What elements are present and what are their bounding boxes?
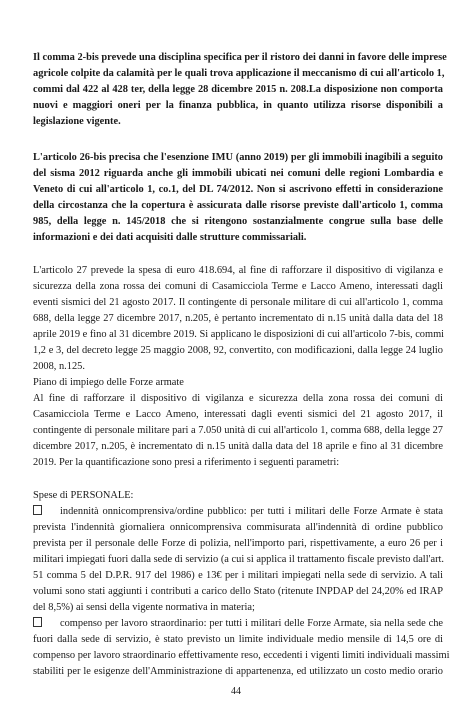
text-line: 51 comma 5 del D.P.R. 917 del 1986) e 13€ per i militari impiegati nella sede di servizio. A tali [33, 570, 443, 581]
text-line: prevista l'indennità giornaliera onnicomprensiva commisurata all'indennità di ordine pubblico [33, 522, 443, 533]
text-line: volumi sono stati aggiunti i contributi a carico dello Stato (ritenute INPDAP del 24,20% ed IRAP [33, 586, 443, 597]
text-line: aprile 2019 e fino al 31 dicembre 2019. Si applicano le disposizioni di cui all'articolo 7-bis, commi [33, 329, 445, 340]
bullet-straordinario [33, 616, 450, 680]
text-line: agricole colpite da calamità per le quali trova applicazione il meccanismo di cui all'articolo 1, [33, 68, 445, 79]
text-line: prevista per il personale delle Forze di polizia, nell'importo pari, rispettivamente, a euro 26 per i [33, 538, 443, 549]
text-line: del 8,5%) ai sensi della vigente normativa in materia; [33, 602, 255, 613]
bullet-text: indennità onnicomprensiva/ordine pubblico: per tutti i militari delle Forze Armate è stata [60, 506, 443, 517]
text-line: Al fine di rafforzare il dispositivo di vigilanza e sicurezza della zona rossa dei comuni di [33, 393, 443, 404]
text-line: eventi sismici del 21 agosto 2017. Il contingente di personale militare di cui all'articolo 1, comma [33, 297, 443, 308]
paragraph-piano-impiego [33, 391, 443, 471]
paragraph-articolo-26-bis [33, 150, 443, 246]
text-line: 985, della legge n. 145/2018 che si ritengono sostanzialmente congrue sulla base delle [33, 216, 443, 227]
text-line: commi dal 422 al 428 ter, della legge 28 dicembre 2015 n. 208.La disposizione non comporta [33, 84, 443, 95]
text-line: fuori dalla sede di servizio, è stato previsto un limite individuale medio mensile di 14,5 ore di [33, 634, 443, 645]
text-line: dicembre 2017, n.205, è incrementato di n.15 unità dalla data del 18 aprile e fino al 31 dicembre [33, 441, 443, 452]
text-line: legislazione vigente. [33, 116, 121, 127]
text-line: del sisma 2012 riguarda anche gli immobili ubicati nei comuni delle regioni Lombardia e [33, 168, 443, 179]
text-line [33, 504, 443, 520]
text-line: Casamicciola Terme e Lacco Ameno, interessati dagli eventi sismici del 21 agosto 2017, il [33, 409, 443, 420]
text-line: compenso per lavoro straordinario effettivamente reso, eccedenti i vigenti limiti individuali massimi [33, 650, 450, 661]
text-line: Il comma 2-bis prevede una disciplina specifica per il ristoro dei danni in favore delle imprese [33, 52, 447, 63]
page-number: 44 [231, 686, 241, 697]
paragraph-comma-2-bis [33, 50, 447, 130]
text-line: della circostanza che la copertura è assicurata dalle risorse previste dall'articolo 1, comma [33, 200, 443, 211]
text-line: sicurezza della zona rossa dei comuni di Casamicciola Terme e Lacco Ameno, interessati dagli [33, 281, 443, 292]
paragraph-articolo-27 [33, 263, 443, 375]
text-line: nuovi e maggiori oneri per la finanza pubblica, in quanto utilizza risorse disponibili a [33, 100, 443, 111]
text-line: 2019. Per la quantificazione sono presi a riferimento i seguenti parametri: [33, 457, 340, 468]
bullet-text: compenso per lavoro straordinario: per tutti i militari delle Forze Armate, sia nella sede che [60, 618, 443, 629]
checkbox-bullet-icon [33, 505, 42, 515]
text-line: L'articolo 27 prevede la spesa di euro 418.694, al fine di rafforzare il dispositivo di vigilanza e [33, 265, 443, 276]
text-line: 688, della legge 27 dicembre 2017, n.205, è pertanto incrementato di n.15 unità dalla data del 18 [33, 313, 443, 324]
text-line: Veneto di cui all'articolo 1, co.1, del DL 74/2012. Non si ascrivono effetti in considerazione [33, 184, 443, 195]
bullet-indennita [33, 504, 443, 616]
text-line: 1,2 e 3, del decreto legge 25 maggio 2008, 92, convertito, con modificazioni, dalla legge 24 luglio [33, 345, 443, 356]
text-line: L'articolo 26-bis precisa che l'esenzione IMU (anno 2019) per gli immobili inagibili a seguito [33, 152, 443, 163]
checkbox-bullet-icon [33, 617, 42, 627]
text-line: 2008, n.125. [33, 361, 85, 372]
text-line: militari impiegati fuori dalla sede di servizio (a cui si applica il trattamento fiscale previsto dall'art. [33, 554, 445, 565]
text-line: informazioni e dei dati acquisiti dalle strutture commissariali. [33, 232, 307, 243]
text-line [33, 616, 443, 632]
spese-heading: Spese di PERSONALE: [33, 490, 134, 501]
text-line: stabiliti per le esigenze dell'Amministrazione di appartenenza, ed utilizzato un costo medio orario [33, 666, 443, 677]
section-heading: Piano di impiego delle Forze armate [33, 377, 184, 388]
text-line: contingente di personale militare pari a 7.050 unità di cui all'articolo 1, comma 688, della legge 27 [33, 425, 443, 436]
